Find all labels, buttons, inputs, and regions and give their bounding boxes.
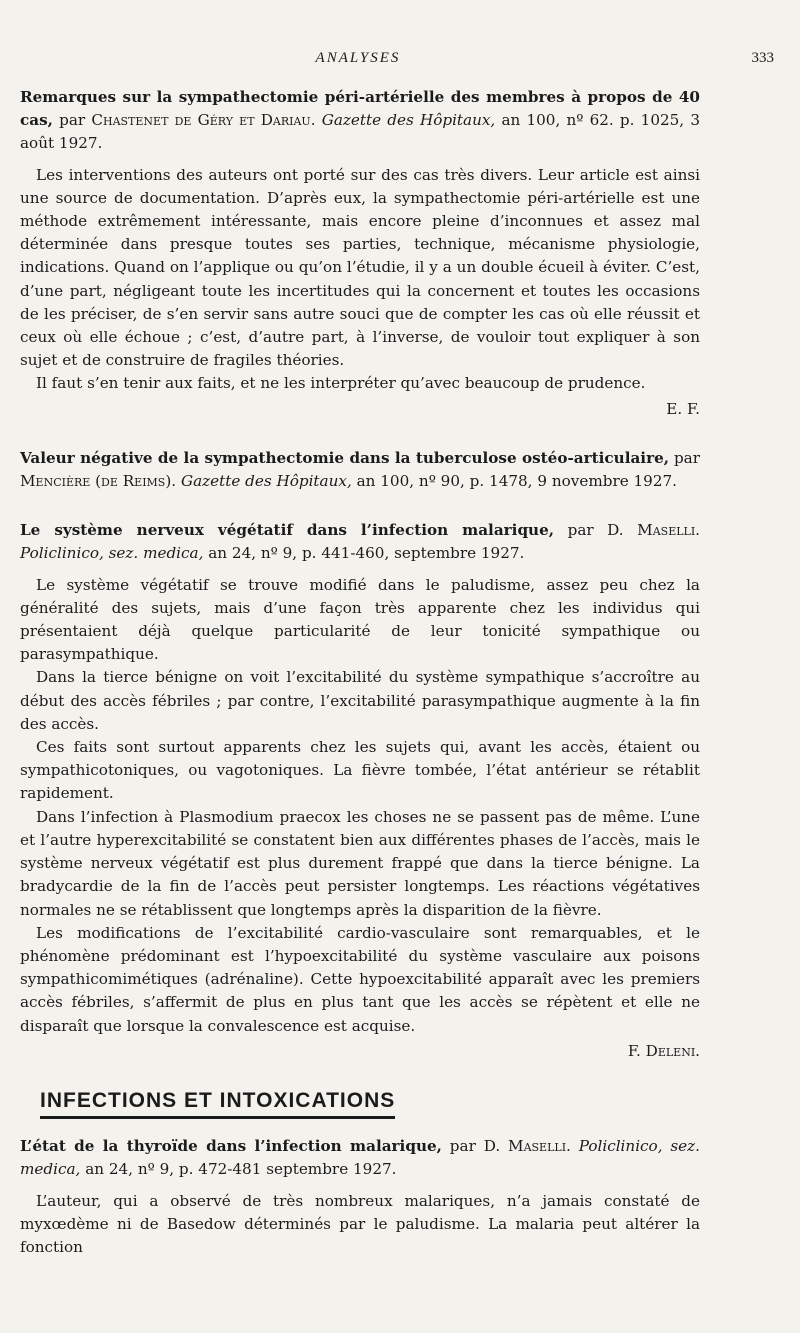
authors-prefix: par xyxy=(567,521,594,540)
article-citation: an 100, nº 62. p. 1025, 3 août 1927. xyxy=(20,111,700,153)
article-citation: an 100, nº 90, p. 1478, 9 novembre 1927. xyxy=(356,472,677,491)
article-journal: Policlinico, sez. medica, xyxy=(20,544,204,563)
paragraph: Les interventions des auteurs ont porté sur des cas très divers. Leur article est ainsi une source de documentation. D’après eux, la sympathectomie péri-artérielle est une méthode extrêmement intéressante, mais encore pleine d’inconnues et assez mal déterminée dans presque toutes ses parties, technique, mécanisme physiologie, indications. Quand on l’applique ou qu’on l’étudie, il y a un double écueil à éviter. C’est, d’une part, négligeant toute les incertitudes qui la concernent et toutes les occasions de les préciser, de s’en servir sans autre souci que de compter les cas où elle réussit et ceux où elle échoue ; c’est, d’autre part, à l’inverse, de vouloir tout expliquer à son sujet et de construire de fragiles théories. xyxy=(20,165,700,370)
article-heading xyxy=(20,519,700,565)
article-signature: F. Deleni. xyxy=(627,1041,700,1060)
article-heading xyxy=(20,447,700,493)
paragraph: Les modifications de l’excitabilité cardio-vasculaire sont remarquables, et le phénomène prédominant est l’hypoexcitabilité du système vasculaire aux poisons sympathicomimétiques (adrénaline). Cette hypoexcitabilité apparaît avec les premiers accès fébriles, s’affermit de plus en plus tant que les accès se répètent et elle ne disparaît que lorsque la convalescence est acquise. xyxy=(20,923,700,1035)
article-1 xyxy=(20,86,700,421)
authors-prefix: par xyxy=(449,1137,476,1156)
paragraph: Dans l’infection à Plasmodium praecox les choses ne se passent pas de même. L’une et l’autre hyperexcitabilité se constatent bien aux différentes phases de l’accès, mais le système nerveux végétatif est plus durement frappé que dans la tierce bénigne. La bradycardie de la fin de l’accès peut persister longtemps. Les réactions végétatives normales ne se rétablissent que longtemps après la disparition de la fièvre. xyxy=(20,807,700,919)
article-authors: Chastenet de Géry et Dariau. xyxy=(91,111,316,130)
article-authors: D. Maselli. xyxy=(607,521,701,540)
paragraph: Il faut s’en tenir aux faits, et ne les interpréter qu’avec beaucoup de prudence. xyxy=(36,374,646,393)
authors-prefix: par xyxy=(59,111,86,130)
paragraph: Ces faits sont surtout apparents chez les sujets qui, avant les accès, étaient ou sympathicotoniques, ou vagotoniques. La fièvre tombée, l’état antérieur se rétablit rapidement. xyxy=(20,738,700,803)
authors-prefix: par xyxy=(673,448,700,467)
article-heading xyxy=(20,86,700,156)
section-title: INFECTIONS ET INTOXICATIONS xyxy=(40,1089,395,1119)
article-authors: D. Maselli. xyxy=(483,1137,571,1156)
article-title: L’état de la thyroïde dans l’infection malarique, xyxy=(20,1137,442,1156)
article-citation: an 24, nº 9, p. 472-481 septembre 1927. xyxy=(85,1160,397,1179)
article-signature: E. F. xyxy=(666,399,700,418)
article-citation: an 24, nº 9, p. 441-460, septembre 1927. xyxy=(208,544,525,563)
article-journal: Gazette des Hôpitaux, xyxy=(321,111,496,130)
article-journal: Policlinico, sez. medica, xyxy=(20,1137,700,1179)
article-3 xyxy=(20,519,700,1063)
section-heading xyxy=(40,1089,700,1119)
article-title: Le système nerveux végétatif dans l’infection malarique, xyxy=(20,521,555,540)
page-number: 333 xyxy=(751,50,774,66)
paragraph: L’auteur, qui a observé de très nombreux malariques, n’a jamais constaté de myxœdème ni de Basedow déterminés par le paludisme. La malaria peut altérer la fonction xyxy=(20,1191,700,1256)
page-header xyxy=(20,50,774,72)
article-authors: Mencière (de Reims). xyxy=(20,472,177,491)
page-content xyxy=(20,86,700,1277)
article-journal: Gazette des Hôpitaux, xyxy=(180,472,352,491)
running-title: ANALYSES xyxy=(315,50,401,66)
article-2 xyxy=(20,447,700,493)
article-title: Valeur négative de la sympathectomie dans la tuberculose ostéo-articulaire, xyxy=(20,448,670,467)
article-title: Remarques sur la sympathectomie péri-artérielle des membres à propos de 40 cas, xyxy=(20,88,700,130)
paragraph: Le système végétatif se trouve modifié dans le paludisme, assez peu chez la généralité des sujets, mais d’une façon très apparente chez les individus qui présentaient déjà quelque particularité de leur tonicité sympathique ou parasympathique. xyxy=(20,575,700,664)
paragraph: Dans la tierce bénigne on voit l’excitabilité du système sympathique s’accroître au début des accès fébriles ; par contre, l’excitabilité parasympathique augmente à la fin des accès. xyxy=(20,668,700,733)
article-4 xyxy=(20,1135,700,1259)
article-heading xyxy=(20,1135,700,1181)
